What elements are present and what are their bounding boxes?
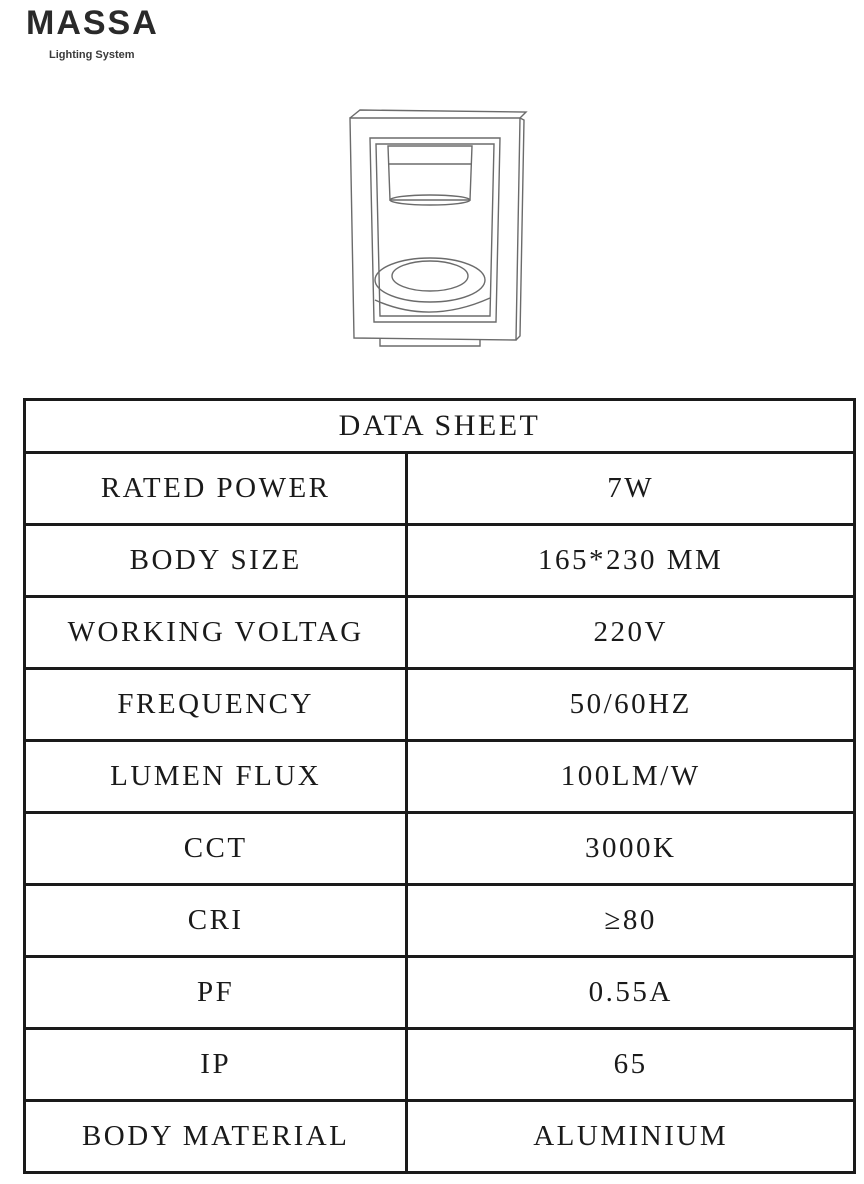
table-row [25, 741, 855, 813]
row-label: WORKING VOLTAG [25, 597, 407, 669]
row-label: RATED POWER [25, 453, 407, 525]
row-value: 7W [407, 453, 855, 525]
brand-name: MASSA [26, 4, 159, 42]
table-row [25, 885, 855, 957]
table-row [25, 453, 855, 525]
table-title: DATA SHEET [25, 400, 855, 453]
row-label: BODY MATERIAL [25, 1101, 407, 1173]
row-value: 165*230 MM [407, 525, 855, 597]
table-row [25, 1101, 855, 1173]
brand-logo [26, 4, 226, 64]
row-value: 100LM/W [407, 741, 855, 813]
wall-lamp-sketch-icon [340, 100, 530, 350]
row-value: 0.55A [407, 957, 855, 1029]
row-value: 3000K [407, 813, 855, 885]
row-label: LUMEN FLUX [25, 741, 407, 813]
table-row [25, 1029, 855, 1101]
row-label: FREQUENCY [25, 669, 407, 741]
row-label: CCT [25, 813, 407, 885]
row-value: ≥80 [407, 885, 855, 957]
row-value: 65 [407, 1029, 855, 1101]
table-row [25, 525, 855, 597]
row-value: 50/60HZ [407, 669, 855, 741]
row-label: IP [25, 1029, 407, 1101]
table-row [25, 669, 855, 741]
table-row [25, 813, 855, 885]
row-label: CRI [25, 885, 407, 957]
row-value: ALUMINIUM [407, 1101, 855, 1173]
table-row [25, 597, 855, 669]
table-row [25, 957, 855, 1029]
data-sheet-table [23, 398, 856, 1174]
brand-tagline: Lighting System [49, 49, 135, 61]
row-label: BODY SIZE [25, 525, 407, 597]
row-value: 220V [407, 597, 855, 669]
row-label: PF [25, 957, 407, 1029]
